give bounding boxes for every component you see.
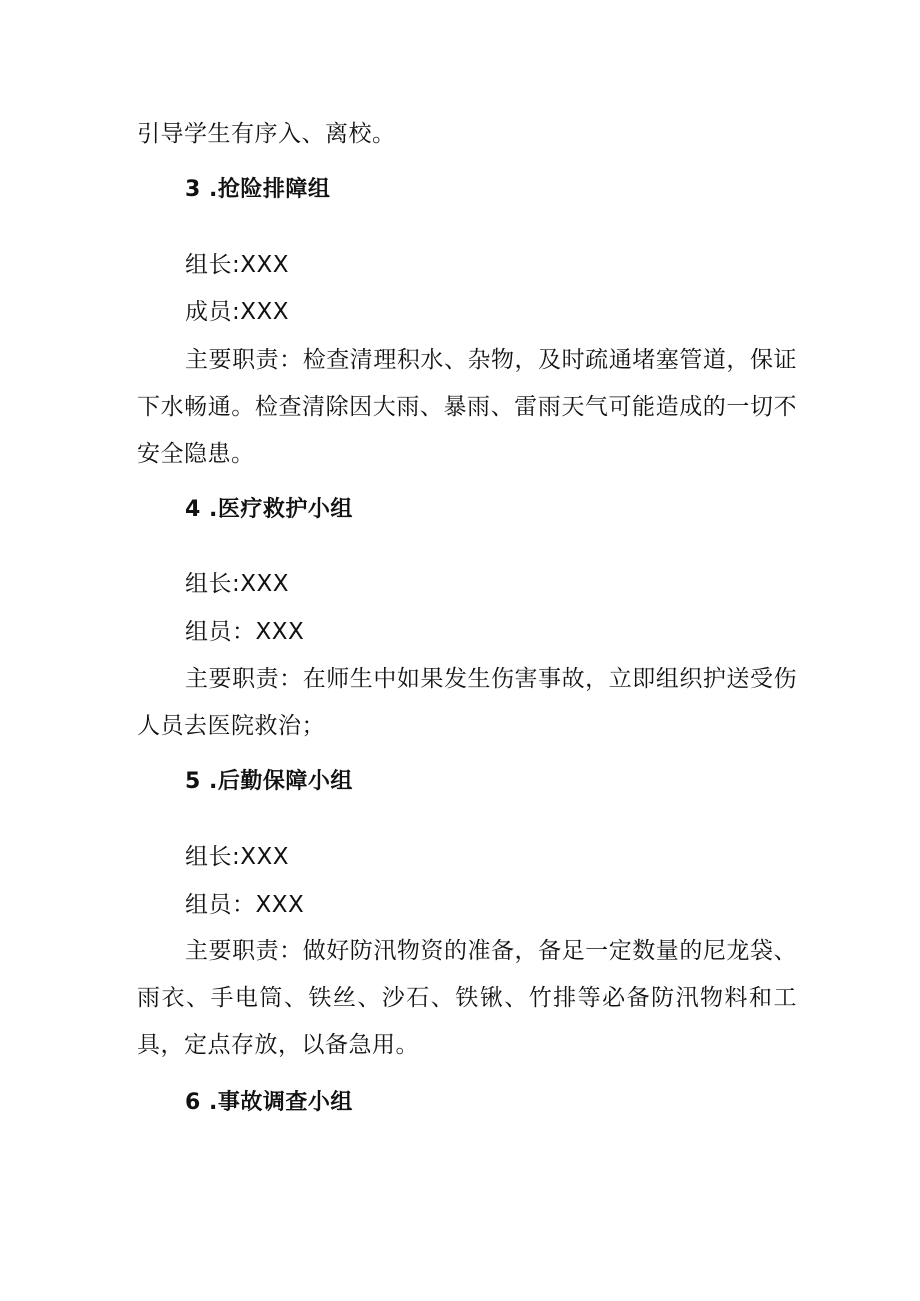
section-6-heading: 6 .事故调查小组	[185, 1090, 353, 1115]
section-5-members: 组员：XXX	[185, 892, 305, 918]
section-5-heading: 5 .后勤保障小组	[185, 769, 353, 794]
section-3-leader: 组长:XXX	[185, 252, 290, 278]
section-5-duty: 主要职责：做好防汛物资的准备，备足一定数量的尼龙袋、雨衣、手电筒、铁丝、沙石、铁锹、竹排等必备防汛物料和工具，定点存放，以备急用。	[137, 938, 797, 1058]
section-4-heading: 4 .医疗救护小组	[185, 497, 353, 522]
section-3-heading: 3 .抢险排障组	[185, 177, 331, 202]
section-4-members: 组员：XXX	[185, 619, 305, 645]
section-3-members: 成员:XXX	[185, 299, 290, 325]
section-4-leader: 组长:XXX	[185, 571, 290, 597]
section-5-leader: 组长:XXX	[185, 844, 290, 870]
section-3-duty: 主要职责：检查清理积水、杂物，及时疏通堵塞管道，保证下水畅通。检查清除因大雨、暴雨、雷雨天气可能造成的一切不安全隐患。	[137, 347, 797, 467]
section-4-duty: 主要职责：在师生中如果发生伤害事故，立即组织护送受伤人员去医院救治；	[137, 666, 797, 739]
intro-tail-text: 引导学生有序入、离校。	[137, 121, 396, 147]
